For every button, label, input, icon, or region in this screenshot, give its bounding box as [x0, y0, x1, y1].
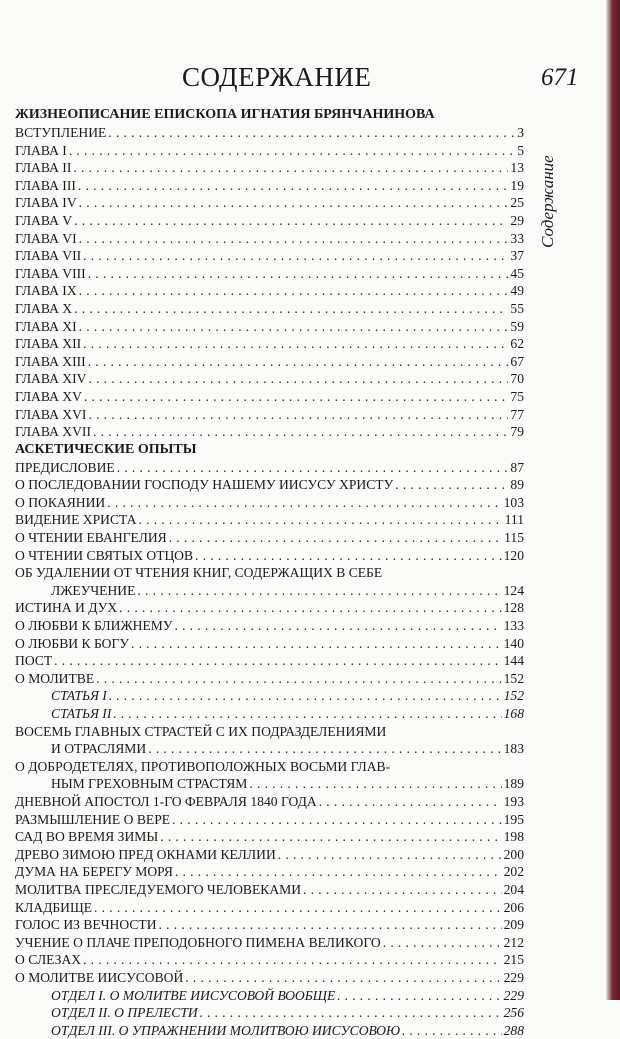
- dot-leader: [109, 687, 502, 705]
- toc-entry-title: ПРЕДИСЛОВИЕ: [15, 459, 115, 475]
- toc-entry: [15, 635, 524, 653]
- toc-entry: [15, 124, 524, 142]
- dot-leader: [88, 265, 509, 283]
- toc-entry: [15, 230, 524, 248]
- toc-entry: [15, 582, 524, 600]
- toc-entry-title: ГЛАВА XII: [15, 336, 82, 352]
- toc-entry-title: ГЛАВА XIII: [15, 353, 86, 369]
- toc-entry-title: ВИДЕНИЕ ХРИСТА: [15, 512, 137, 528]
- toc-entry: [15, 617, 524, 635]
- dot-leader: [139, 511, 503, 529]
- toc-entry: [15, 406, 524, 424]
- toc-entry-page: 229: [503, 987, 524, 1003]
- toc-entry-title: УЧЕНИЕ О ПЛАЧЕ ПРЕПОДОБНОГО ПИМЕНА ВЕЛИКОГО: [15, 934, 381, 950]
- section-heading: АСКЕТИЧЕСКИЕ ОПЫТЫ: [15, 441, 197, 457]
- toc-entry: [15, 494, 524, 512]
- toc-entry: [15, 459, 524, 477]
- dot-leader: [79, 282, 509, 300]
- toc-entry-page: 206: [503, 899, 524, 915]
- toc-entry-page: 89: [510, 477, 524, 493]
- toc-entry: [15, 652, 524, 670]
- toc-entry: [15, 300, 524, 318]
- toc-entry: [15, 159, 524, 177]
- toc-entry-title: ГЛАВА V: [15, 212, 73, 228]
- toc-entry: [15, 511, 524, 529]
- toc-entry: [15, 265, 524, 283]
- toc-entry-title: ГЛАВА VI: [15, 230, 77, 246]
- toc-entry-page: 87: [510, 459, 524, 475]
- toc-entry-page: 33: [510, 230, 524, 246]
- toc-entry-title: ВОСЕМЬ ГЛАВНЫХ СТРАСТЕЙ С ИХ ПОДРАЗДЕЛЕНИЯМИ: [15, 723, 387, 739]
- toc-entry-title: САД ВО ВРЕМЯ ЗИМЫ: [15, 829, 159, 845]
- toc-entry-title: ГЛАВА XV: [15, 388, 82, 404]
- dot-leader: [84, 388, 508, 406]
- toc-entry-title: ОТДЕЛ II. О ПРЕЛЕСТИ: [51, 1005, 198, 1021]
- toc-entry: [15, 353, 524, 371]
- toc-entry-title: ГОЛОС ИЗ ВЕЧНОСТИ: [15, 917, 157, 933]
- toc-entry: [15, 282, 524, 300]
- dot-leader: [160, 828, 501, 846]
- toc-entry-page: 212: [503, 934, 524, 950]
- toc-entry-title: СТАТЬЯ I: [51, 688, 107, 704]
- toc-entry-title: ГЛАВА XVI: [15, 406, 87, 422]
- toc-entry: [15, 547, 524, 565]
- toc-entry-title: ДНЕВНОЙ АПОСТОЛ 1-ГО ФЕВРАЛЯ 1840 ГОДА: [15, 793, 317, 809]
- toc-entry: [15, 828, 524, 846]
- toc-entry: [15, 811, 524, 829]
- toc-entry-page: 75: [510, 388, 524, 404]
- toc-entry-title: ГЛАВА IX: [15, 283, 77, 299]
- toc-entry-page: 79: [510, 424, 524, 440]
- toc-entry-title: ГЛАВА XVII: [15, 424, 91, 440]
- toc-entry-title: ГЛАВА XIV: [15, 371, 87, 387]
- toc-entry-title: О ДОБРОДЕТЕЛЯХ, ПРОТИВОПОЛОЖНЫХ ВОСЬМИ ГЛАВ-: [15, 758, 391, 774]
- toc-entry-page: 195: [503, 811, 524, 827]
- dot-leader: [78, 177, 509, 195]
- toc-entry: [15, 740, 524, 758]
- toc-entry-page: 209: [503, 917, 524, 933]
- dot-leader: [83, 247, 508, 265]
- toc-entry-title: ГЛАВА VIII: [15, 265, 86, 281]
- dot-leader: [278, 846, 502, 864]
- toc-entry-page: 111: [504, 512, 524, 528]
- toc-entry: [15, 916, 524, 934]
- dot-leader: [131, 635, 502, 653]
- dot-leader: [169, 529, 502, 547]
- toc-entry-page: 25: [510, 195, 524, 211]
- dot-leader: [319, 793, 502, 811]
- toc-entry-title: ГЛАВА XI: [15, 318, 77, 334]
- toc-entry: [15, 388, 524, 406]
- toc-entry: [15, 142, 524, 160]
- toc-entry-title: ПОСТ: [15, 653, 53, 669]
- page-number: 671: [541, 64, 579, 91]
- dot-leader: [83, 335, 508, 353]
- toc-entry-title: О ЧТЕНИИ ЕВАНГЕЛИЯ: [15, 530, 167, 546]
- dot-leader: [74, 212, 508, 230]
- dot-leader: [402, 1022, 502, 1039]
- toc-entry-page: 70: [510, 371, 524, 387]
- toc-entry: [15, 335, 524, 353]
- dot-leader: [175, 863, 502, 881]
- toc-entry-title: РАЗМЫШЛЕНИЕ О ВЕРЕ: [15, 811, 171, 827]
- toc-entry: [15, 212, 524, 230]
- toc-entry-title: О СЛЕЗАХ: [15, 952, 82, 968]
- toc-entry-page: 115: [504, 530, 524, 546]
- toc-entry-page: 193: [503, 793, 524, 809]
- toc-entry: [15, 951, 524, 969]
- toc-entry: [15, 934, 524, 952]
- toc-entry-title: ОТДЕЛ I. О МОЛИТВЕ ИИСУСОВОЙ ВООБЩЕ: [51, 987, 336, 1003]
- toc-entry: [15, 1022, 524, 1039]
- page-header: [0, 60, 605, 100]
- dot-leader: [159, 916, 502, 934]
- toc-entry-page: 288: [503, 1022, 524, 1038]
- toc-entry-title: ДУМА НА БЕРЕГУ МОРЯ: [15, 864, 173, 880]
- dot-leader: [303, 881, 502, 899]
- dot-leader: [69, 142, 515, 160]
- toc-entry-page: 144: [503, 653, 524, 669]
- dot-leader: [73, 159, 508, 177]
- toc-entry-title: ВСТУПЛЕНИЕ: [15, 125, 107, 140]
- dot-leader: [172, 811, 502, 829]
- toc-entry: [15, 846, 524, 864]
- toc-entry-page: 62: [510, 336, 524, 352]
- dot-leader: [88, 370, 508, 388]
- toc-entry-title: О ЛЮБВИ К БЛИЖНЕМУ: [15, 618, 173, 634]
- toc-entry-page: 103: [503, 494, 524, 510]
- toc-entry-title: МОЛИТВА ПРЕСЛЕДУЕМОГО ЧЕЛОВЕКАМИ: [15, 881, 302, 897]
- toc-entry: [15, 775, 524, 793]
- dot-leader: [117, 459, 509, 477]
- toc-entry-title: ГЛАВА II: [15, 160, 72, 176]
- toc-entry-page: 152: [503, 688, 524, 704]
- dot-leader: [94, 899, 502, 917]
- toc-entry-page: 200: [503, 846, 524, 862]
- toc-entry: [15, 177, 524, 195]
- toc-entry: [15, 793, 524, 811]
- dot-leader: [88, 353, 509, 371]
- toc-entry-page: 140: [503, 635, 524, 651]
- toc-entry-page: 77: [510, 406, 524, 422]
- dot-leader: [74, 300, 508, 318]
- dot-leader: [96, 670, 501, 688]
- dot-leader: [54, 652, 501, 670]
- toc-entry-page: 45: [510, 265, 524, 281]
- toc-entry: [15, 247, 524, 265]
- toc-entry-page: 152: [503, 670, 524, 686]
- toc-entry-page: 29: [510, 212, 524, 228]
- dot-leader: [79, 318, 509, 336]
- dot-leader: [88, 406, 508, 424]
- toc-entry-page: 215: [503, 952, 524, 968]
- toc-entry-page: 256: [503, 1005, 524, 1021]
- toc-entry-page: 202: [503, 864, 524, 880]
- toc-entry: [15, 1004, 524, 1022]
- toc-entry-page: 55: [510, 300, 524, 316]
- toc-entry: [15, 969, 524, 987]
- toc-entry: [15, 705, 524, 723]
- dot-leader: [79, 230, 509, 248]
- toc-entry-title: ИСТИНА И ДУХ: [15, 600, 118, 616]
- toc-entry-title: ДРЕВО ЗИМОЮ ПРЕД ОКНАМИ КЕЛЛИИ: [15, 846, 276, 862]
- toc-entry-page: 67: [510, 353, 524, 369]
- toc-entry-page: 133: [503, 618, 524, 634]
- table-of-contents: [15, 106, 524, 1039]
- toc-entry-page: 198: [503, 829, 524, 845]
- toc-entry-title: О МОЛИТВЕ ИИСУСОВОЙ: [15, 969, 184, 985]
- dot-leader: [337, 987, 501, 1005]
- toc-entry-page: 120: [503, 547, 524, 563]
- toc-entry-title: ГЛАВА III: [15, 177, 76, 193]
- dot-leader: [93, 423, 508, 441]
- toc-entry: [15, 476, 524, 494]
- toc-entry-title: ГЛАВА IV: [15, 195, 77, 211]
- running-head: Содержание: [538, 155, 557, 248]
- dot-leader: [185, 969, 501, 987]
- toc-entry-page: 37: [510, 248, 524, 264]
- toc-entry-title: О МОЛИТВЕ: [15, 670, 95, 686]
- toc-entry-page: 183: [503, 741, 524, 757]
- toc-entry-title: ОБ УДАЛЕНИИ ОТ ЧТЕНИЯ КНИГ, СОДЕРЖАЩИХ В СЕБЕ: [15, 565, 383, 581]
- toc-entry-title: СТАТЬЯ II: [51, 706, 112, 721]
- dot-leader: [200, 1004, 502, 1022]
- toc-entry-title: О ПОСЛЕДОВАНИИ ГОСПОДУ НАШЕМУ ИИСУСУ ХРИСТУ: [15, 477, 394, 493]
- toc-entry: [15, 687, 524, 705]
- toc-entry-page: 59: [510, 318, 524, 334]
- toc-entry-title: НЫМ ГРЕХОВНЫМ СТРАСТЯМ: [51, 776, 248, 792]
- dot-leader: [383, 934, 502, 952]
- toc-entry: [15, 987, 524, 1005]
- toc-entry: [15, 863, 524, 881]
- toc-entry-page: 49: [510, 283, 524, 299]
- toc-entry: [15, 318, 524, 336]
- dot-leader: [137, 582, 501, 600]
- dot-leader: [119, 599, 501, 617]
- toc-entry-page: 19: [510, 177, 524, 193]
- toc-entry: [15, 370, 524, 388]
- dot-leader: [395, 476, 508, 494]
- toc-entry-page: 3: [517, 125, 524, 140]
- dot-leader: [113, 705, 501, 723]
- toc-entry-title: ГЛАВА VII: [15, 248, 82, 264]
- dot-leader: [174, 617, 501, 635]
- toc-entry-page: 204: [503, 881, 524, 897]
- dot-leader: [83, 951, 502, 969]
- toc-entry: [15, 194, 524, 212]
- book-spine-edge: [606, 0, 620, 1000]
- dot-leader: [148, 740, 501, 758]
- dot-leader: [195, 547, 502, 565]
- toc-entry-page: 13: [510, 160, 524, 176]
- toc-entry: [15, 670, 524, 688]
- toc-entry: [15, 599, 524, 617]
- toc-entry-page: 168: [503, 706, 524, 721]
- dot-leader: [79, 194, 509, 212]
- toc-entry-title: ЛЖЕУЧЕНИЕ: [51, 582, 136, 598]
- dot-leader: [108, 124, 515, 142]
- toc-entry-title: ГЛАВА I: [15, 142, 67, 158]
- toc-entry-page: 128: [503, 600, 524, 616]
- dot-leader: [249, 775, 501, 793]
- toc-entry-title: О ПОКАЯНИИ: [15, 494, 106, 510]
- toc-entry: [15, 899, 524, 917]
- toc-entry-title: И ОТРАСЛЯМИ: [51, 741, 147, 757]
- toc-entry-page: 229: [503, 969, 524, 985]
- toc-entry: [15, 881, 524, 899]
- toc-entry: [15, 423, 524, 441]
- toc-entry-title: О ЧТЕНИИ СВЯТЫХ ОТЦОВ: [15, 547, 194, 563]
- dot-leader: [107, 494, 501, 512]
- toc-entry-title: ОТДЕЛ III. О УПРАЖНЕНИИ МОЛИТВОЮ ИИСУСОВОЮ: [51, 1022, 401, 1038]
- toc-entry-title: ГЛАВА X: [15, 300, 73, 316]
- toc-entry: [15, 529, 524, 547]
- toc-entry-page: 5: [517, 142, 524, 158]
- toc-entry-page: 189: [503, 776, 524, 792]
- toc-entry-title: О ЛЮБВИ К БОГУ: [15, 635, 129, 651]
- page-title: СОДЕРЖАНИЕ: [182, 62, 372, 92]
- toc-entry-title: КЛАДБИЩЕ: [15, 899, 93, 915]
- section-heading: ЖИЗНЕОПИСАНИЕ ЕПИСКОПА ИГНАТИЯ БРЯНЧАНИНОВА: [15, 107, 435, 122]
- toc-entry-page: 124: [503, 582, 524, 598]
